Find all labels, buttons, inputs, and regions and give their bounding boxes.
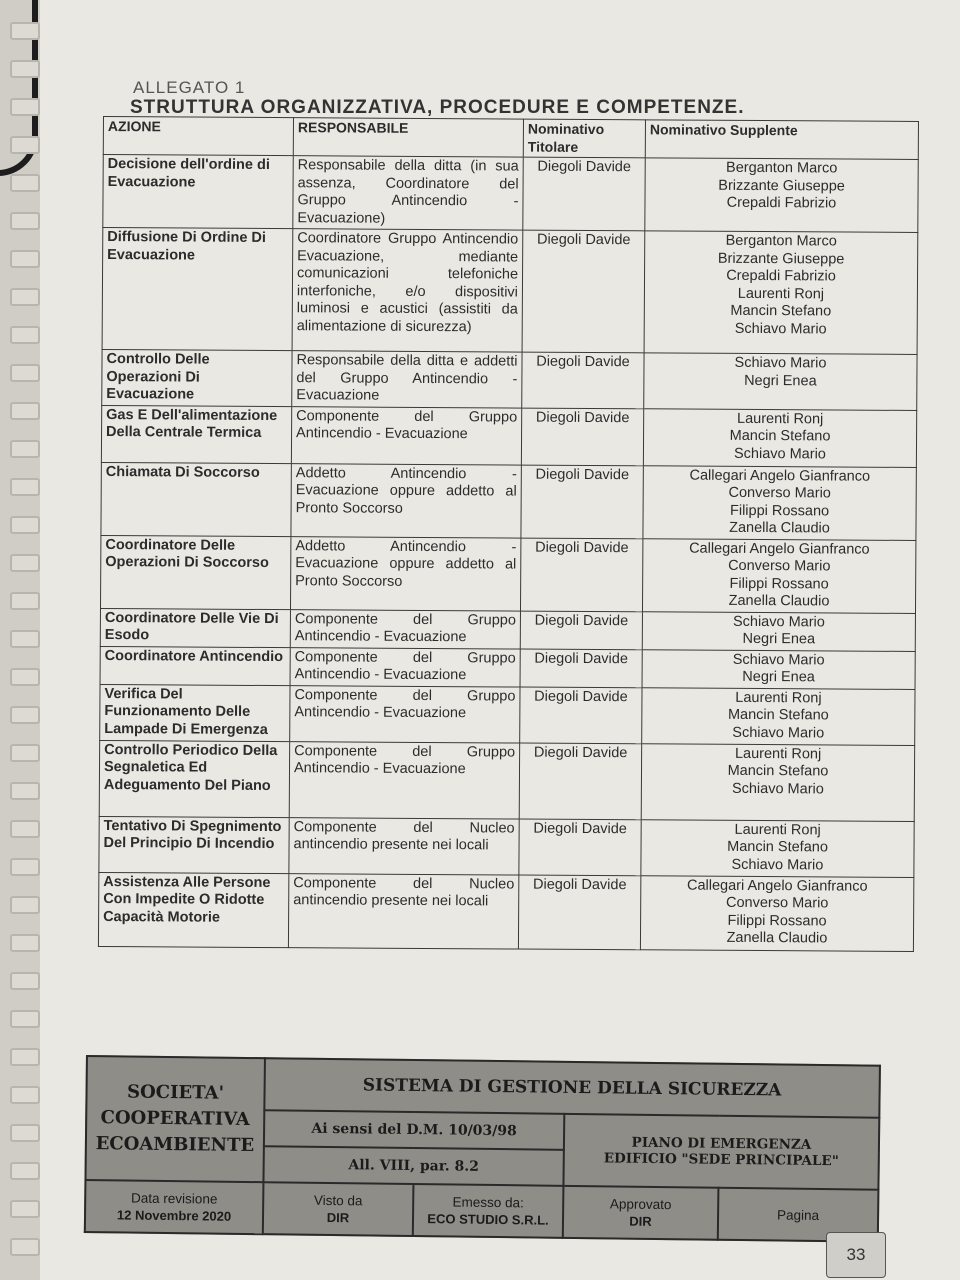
binder-ring	[10, 250, 40, 268]
binder-ring	[10, 554, 40, 572]
approvato-cell	[563, 1186, 719, 1240]
holder-cell: Diegoli Davide	[520, 687, 642, 744]
binder-ring	[10, 592, 40, 610]
binder-ring	[10, 858, 40, 876]
substitute-name: Filippi Rossano	[729, 575, 829, 592]
substitute-name: Converso Mario	[728, 484, 831, 502]
substitute-name: Berganton Marco	[725, 232, 837, 250]
substitutes-cell	[644, 353, 917, 410]
holder-cell: Diegoli Davide	[521, 465, 643, 539]
holder-cell: Diegoli Davide	[520, 649, 642, 688]
substitutes-cell	[643, 465, 916, 540]
responsible-cell: Componente del Nucleo antincendio presente nei locali	[289, 817, 519, 874]
binder-ring	[10, 516, 40, 534]
substitute-name: Schiavo Mario	[732, 724, 825, 741]
action-cell: Coordinatore Delle Operazioni Di Soccorso	[100, 535, 290, 609]
action-cell: Coordinatore Delle Vie Di Esodo	[100, 608, 290, 647]
substitute-name: Converso Mario	[725, 894, 829, 912]
holder-cell: Diegoli Davide	[523, 157, 645, 231]
column-header-azione: AZIONE	[103, 117, 293, 156]
holder-cell: Diegoli Davide	[521, 408, 643, 466]
table-row	[99, 740, 914, 821]
binder-ring	[10, 706, 40, 724]
visto-value: DIR	[326, 1209, 350, 1226]
binder-ring	[10, 934, 40, 952]
column-header-responsabile: RESPONSABILE	[293, 118, 523, 157]
binder-ring	[10, 972, 40, 990]
substitute-name: Mancin Stefano	[727, 762, 829, 780]
substitute-name: Filippi Rossano	[729, 502, 830, 519]
binder-ring	[10, 288, 40, 306]
substitute-name: Laurenti Ronj	[737, 285, 825, 302]
pagina-label: Pagina	[776, 1206, 820, 1223]
page-title: STRUTTURA ORGANIZZATIVA, PROCEDURE E COMPETENZE.	[130, 97, 745, 118]
action-cell: Coordinatore Antincendio	[100, 646, 290, 685]
binder-ring	[10, 98, 40, 116]
emesso-cell	[413, 1184, 564, 1238]
binder-ring	[10, 22, 40, 40]
table-row	[102, 228, 918, 355]
building-name: EDIFICIO "SEDE PRINCIPALE"	[603, 1150, 839, 1170]
responsible-cell: Responsabile della ditta (in sua assenza, Coordinatore del Gruppo Antincendio - Evacuazione)	[293, 156, 523, 230]
table-row	[100, 646, 915, 689]
substitute-name: Schiavo Mario	[731, 780, 824, 797]
holder-cell: Diegoli Davide	[522, 230, 645, 353]
action-cell: Controllo Periodico Della Segnaletica Ed Adeguamento Del Piano	[99, 740, 289, 817]
substitute-name: Filippi Rossano	[727, 912, 827, 929]
binder-ring	[10, 174, 40, 192]
substitutes-cell	[641, 743, 914, 821]
substitutes-cell	[642, 649, 915, 689]
responsible-cell: Componente del Gruppo Antincendio - Evacuazione	[291, 406, 521, 464]
responsible-cell: Coordinatore Gruppo Antincendio Evacuazione, mediante comunicazioni telefoniche interfoniche, e/o dispositivi luminosi e acustici (assistiti da alimentazione di sicurezza)	[292, 229, 523, 352]
approvato-value: DIR	[629, 1213, 652, 1229]
page-number: 33	[826, 1232, 886, 1278]
substitute-name: Mancin Stefano	[727, 706, 829, 724]
table-row	[100, 684, 915, 745]
substitute-name: Laurenti Ronj	[734, 821, 821, 838]
action-cell: Gas E Dell'alimentazione Della Centrale Termica	[101, 405, 291, 463]
binder-ring	[10, 1124, 40, 1142]
substitute-name: Laurenti Ronj	[734, 745, 822, 762]
substitutes-cell	[645, 158, 918, 233]
table-row	[101, 405, 916, 467]
holder-cell: Diegoli Davide	[520, 538, 642, 612]
responsible-cell: Responsabile della ditta e addetti del Gruppo Antincendio - Evacuazione	[292, 351, 522, 408]
substitute-name: Zanella Claudio	[728, 592, 830, 610]
substitutes-cell	[641, 819, 914, 877]
substitute-name: Brizzante Giuseppe	[718, 177, 845, 195]
substitute-name: Berganton Marco	[726, 159, 838, 177]
table-row	[99, 816, 914, 877]
company-name: SOCIETA' COOPERATIVA ECOAMBIENTE	[85, 1056, 265, 1182]
system-title: SISTEMA DI GESTIONE DELLA SICUREZZA	[264, 1058, 880, 1118]
action-cell: Controllo Delle Operazioni Di Evacuazione	[102, 349, 292, 406]
substitute-name: Laurenti Ronj	[735, 689, 822, 706]
binder-ring	[10, 1238, 40, 1256]
responsible-cell: Componente del Gruppo Antincendio - Evacuazione	[290, 609, 520, 648]
responsible-cell: Componente del Gruppo Antincendio - Evacuazione	[290, 647, 520, 686]
responsible-cell: Addetto Antincendio - Evacuazione oppure addetto al Pronto Soccorso	[290, 536, 520, 610]
substitute-name: Callegari Angelo Gianfranco	[686, 877, 868, 895]
binder-ring	[10, 896, 40, 914]
substitute-name: Schiavo Mario	[732, 613, 825, 630]
allegato-label: ALLEGATO 1	[133, 78, 246, 97]
action-cell: Decisione dell'ordine di Evacuazione	[103, 155, 293, 229]
action-cell: Verifica Del Funzionamento Delle Lampade Di Emergenza	[100, 684, 290, 741]
substitutes-cell	[644, 231, 918, 355]
binder-ring	[10, 478, 40, 496]
substitute-name: Schiavo Mario	[734, 320, 827, 337]
binder-ring	[10, 1162, 40, 1180]
binder-ring	[10, 820, 40, 838]
substitute-name: Callegari Angelo Gianfranco	[689, 467, 871, 485]
holder-cell: Diegoli Davide	[519, 743, 641, 820]
action-cell: Assistenza Alle Persone Con Impedite O Ridotte Capacità Motorie	[98, 872, 288, 947]
binder-ring	[10, 212, 40, 230]
substitutes-cell	[640, 875, 913, 951]
binder-ring	[10, 136, 40, 154]
substitute-name: Crepaldi Fabrizio	[726, 194, 837, 212]
substitutes-cell	[642, 687, 915, 745]
table-header-row	[103, 117, 918, 160]
binder-ring	[10, 326, 40, 344]
substitute-name: Zanella Claudio	[726, 929, 828, 947]
responsible-cell: Componente del Nucleo antincendio presente nei locali	[288, 873, 518, 948]
table-row	[100, 535, 915, 613]
holder-cell: Diegoli Davide	[518, 875, 640, 950]
emesso-value: ECO STUDIO S.R.L.	[427, 1211, 549, 1228]
substitute-name: Negri Enea	[744, 372, 817, 389]
action-cell: Tentativo Di Spegnimento Del Principio Di Incendio	[99, 816, 289, 873]
emesso-label: Emesso da:	[452, 1194, 524, 1211]
table-row	[101, 462, 916, 540]
column-header-titolare: Nominativo Titolare	[523, 119, 645, 158]
holder-cell: Diegoli Davide	[519, 819, 641, 876]
approvato-label: Approvato	[609, 1196, 672, 1213]
substitute-name: Converso Mario	[728, 557, 831, 575]
responsible-cell: Componente del Gruppo Antincendio - Evacuazione	[289, 741, 519, 818]
binder-ring	[10, 1010, 40, 1028]
binder-ring	[10, 60, 40, 78]
substitute-name: Mancin Stefano	[727, 838, 828, 856]
responsible-cell: Addetto Antincendio - Evacuazione oppure addetto al Pronto Soccorso	[291, 463, 521, 537]
plan-title	[563, 1114, 879, 1190]
substitute-name: Schiavo Mario	[732, 651, 825, 668]
holder-cell: Diegoli Davide	[520, 611, 642, 650]
binder-ring	[10, 1048, 40, 1066]
binder-ring	[10, 1200, 40, 1218]
substitute-name: Negri Enea	[742, 668, 815, 686]
table-row	[100, 608, 915, 651]
substitute-name: Schiavo Mario	[733, 445, 826, 462]
table-row	[98, 872, 913, 951]
footer-block	[84, 1055, 881, 1243]
responsibility-table	[98, 116, 919, 951]
binder-ring	[10, 782, 40, 800]
action-cell: Chiamata Di Soccorso	[101, 462, 291, 536]
substitute-name: Schiavo Mario	[731, 856, 824, 873]
revision-date-value: 12 Novembre 2020	[116, 1207, 232, 1224]
revision-date-label: Data revisione	[131, 1190, 218, 1207]
substitutes-cell	[643, 408, 916, 467]
substitute-name: Laurenti Ronj	[736, 410, 824, 427]
binder-ring	[10, 1086, 40, 1104]
substitutes-cell	[642, 538, 915, 613]
annex-reference: All. VIII, par. 8.2	[263, 1146, 563, 1186]
substitutes-cell	[642, 611, 915, 651]
responsible-cell: Componente del Gruppo Antincendio - Evacuazione	[290, 685, 520, 742]
visto-cell	[263, 1182, 414, 1236]
substitute-name: Negri Enea	[742, 630, 816, 648]
table-row	[102, 349, 917, 409]
revision-date-cell	[85, 1180, 264, 1234]
visto-label: Visto da	[313, 1192, 363, 1209]
plan-name: PIANO DI EMERGENZA	[631, 1134, 812, 1153]
substitute-name: Zanella Claudio	[729, 519, 830, 537]
holder-cell: Diegoli Davide	[522, 352, 644, 408]
binder-ring	[10, 630, 40, 648]
binder-ring	[10, 440, 40, 458]
substitute-name: Crepaldi Fabrizio	[726, 267, 836, 285]
substitute-name: Callegari Angelo Gianfranco	[689, 540, 870, 558]
binder-ring	[10, 668, 40, 686]
binder-ring	[10, 364, 40, 382]
action-cell: Diffusione Di Ordine Di Evacuazione	[102, 228, 293, 351]
binder-ring	[10, 744, 40, 762]
substitute-name: Brizzante Giuseppe	[717, 250, 845, 268]
binder-ring	[10, 402, 40, 420]
table-row	[103, 155, 918, 233]
dm-reference: Ai sensi del D.M. 10/03/98	[264, 1110, 564, 1150]
substitute-name: Schiavo Mario	[734, 354, 827, 372]
substitute-name: Mancin Stefano	[730, 302, 832, 320]
column-header-supplente: Nominativo Supplente	[645, 120, 918, 160]
substitute-name: Mancin Stefano	[729, 427, 831, 445]
